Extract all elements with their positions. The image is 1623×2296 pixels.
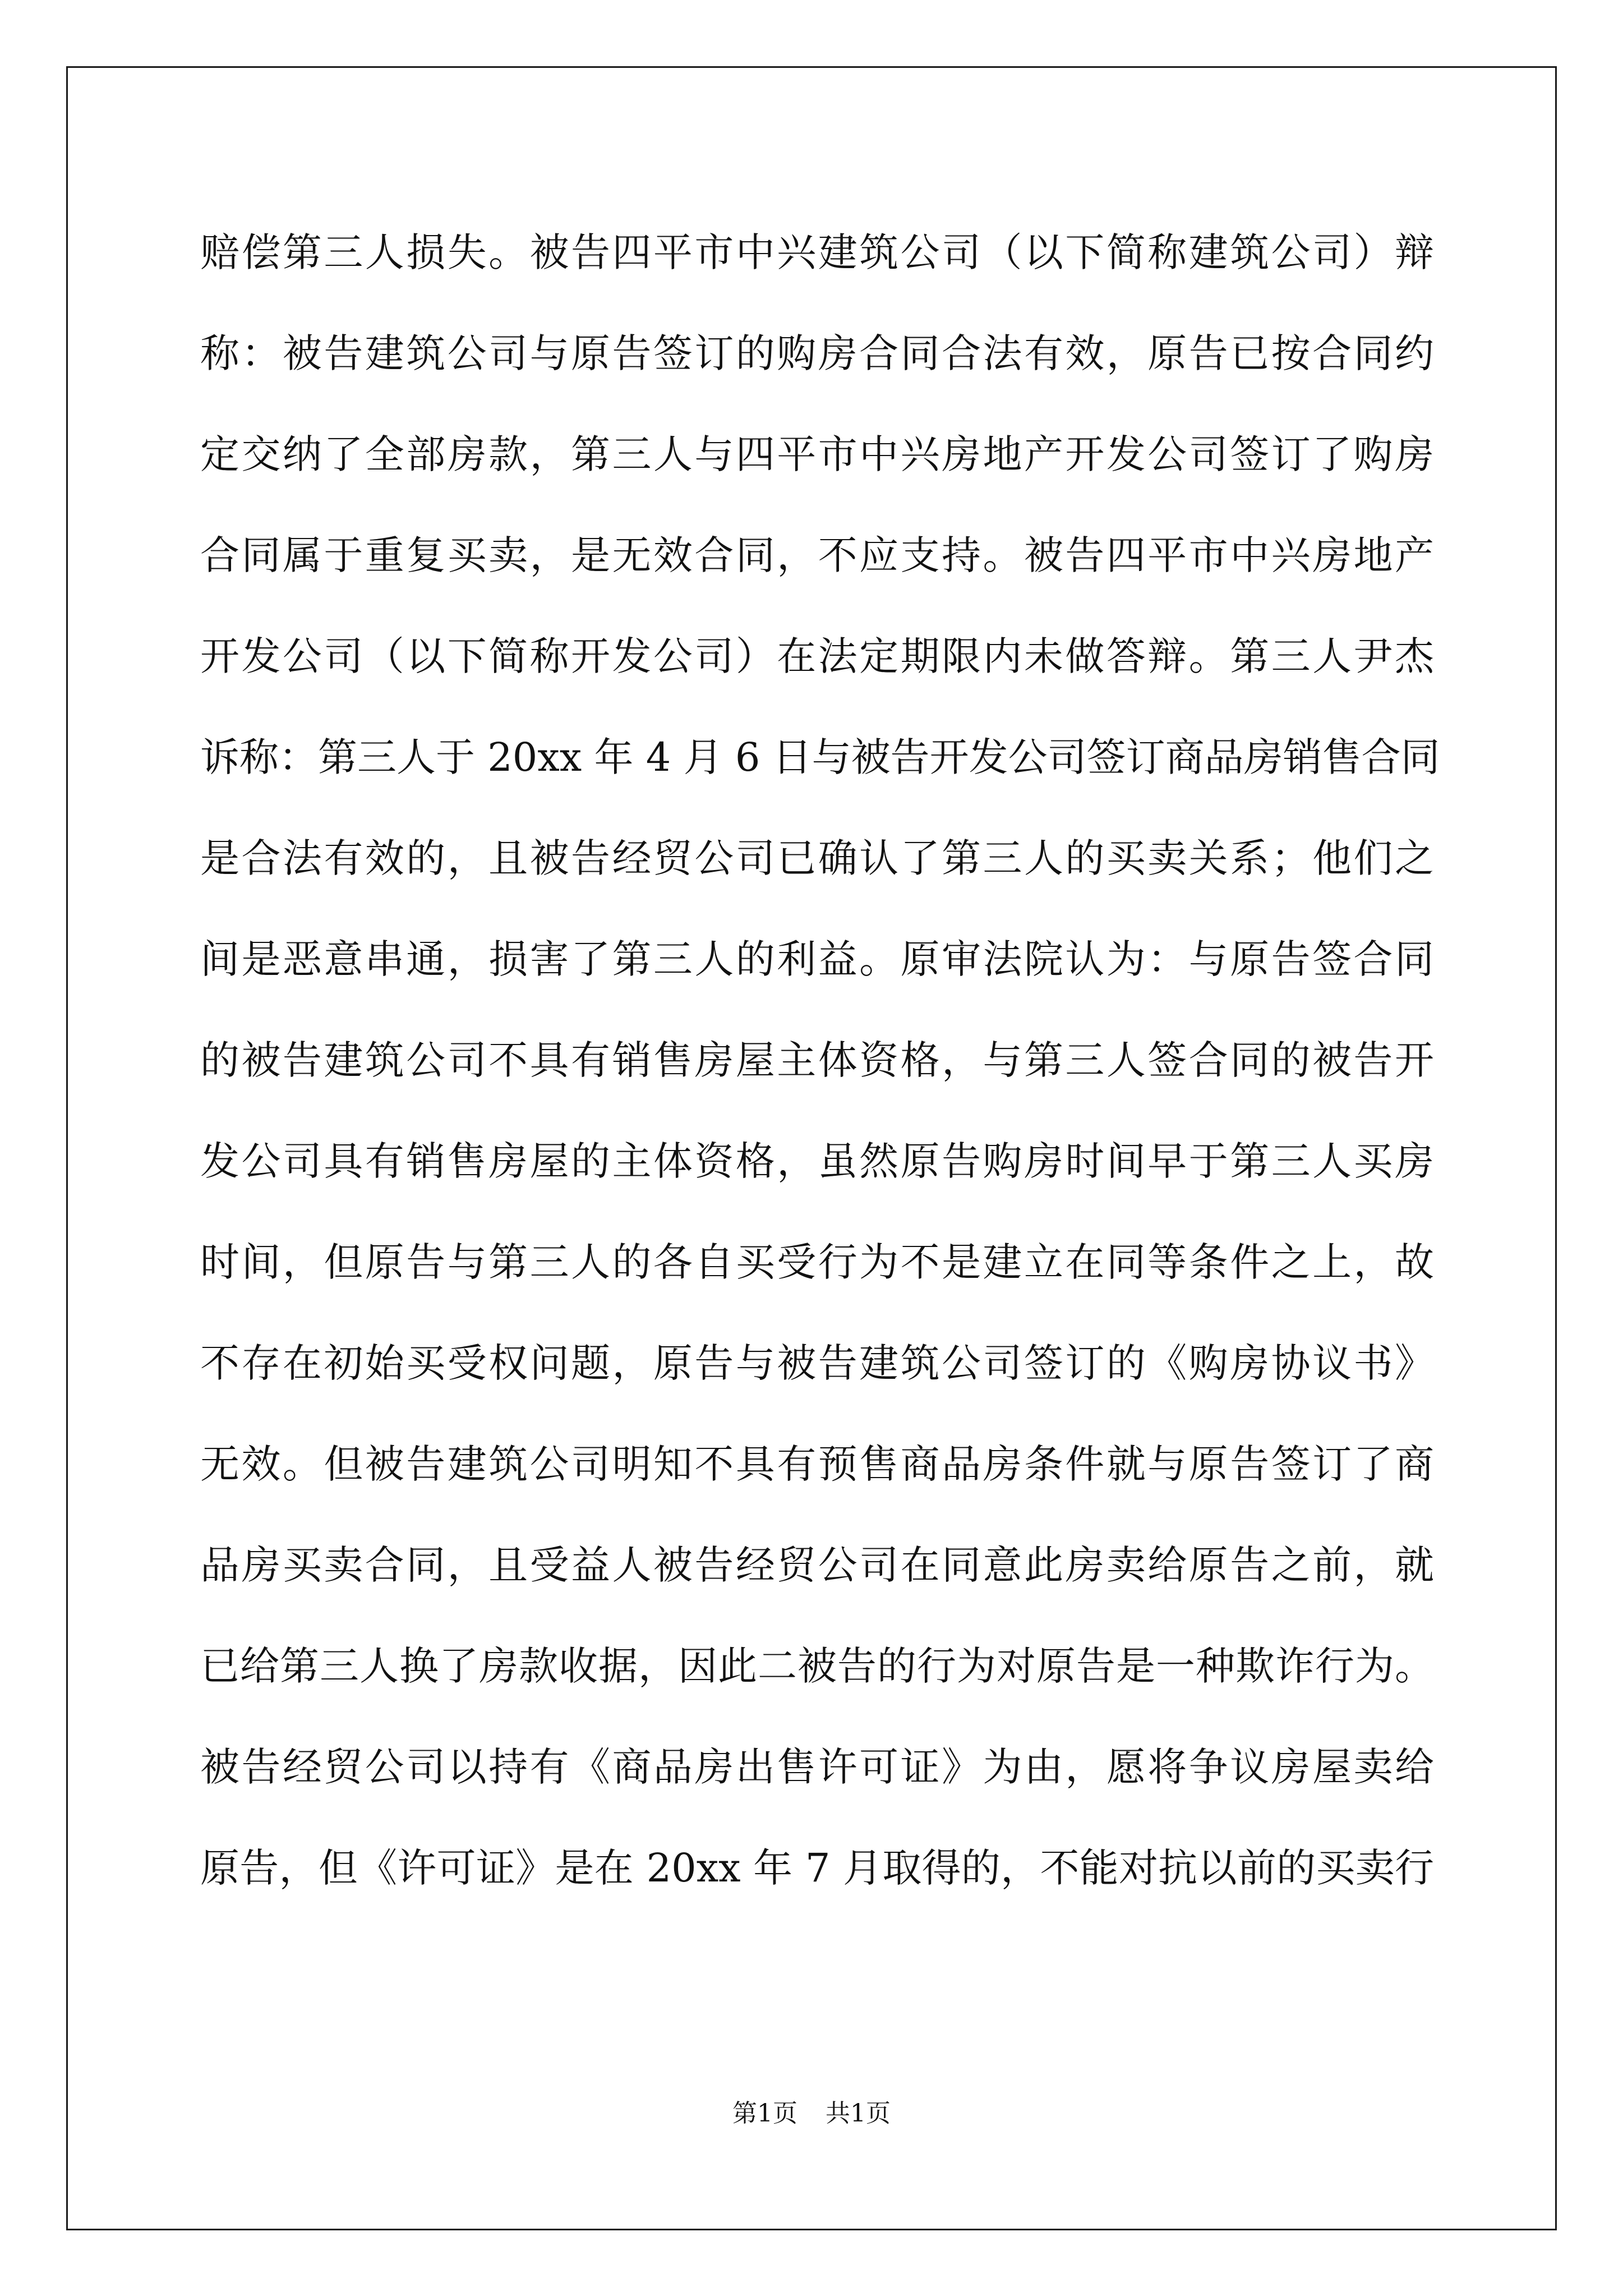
text-line: 间是恶意串通，损害了第三人的利益。原审法院认为：与原告签合同 <box>200 936 1434 982</box>
text-line: 称：被告建筑公司与原告签订的购房合同合法有效，原告已按合同约 <box>200 330 1434 376</box>
text-line: 无效。但被告建筑公司明知不具有预售商品房条件就与原告签订了商 <box>200 1441 1434 1487</box>
text-line: 不存在初始买受权问题，原告与被告建筑公司签订的《购房协议书》 <box>200 1340 1434 1386</box>
page-footer <box>0 2097 1623 2131</box>
text-line: 赔偿第三人损失。被告四平市中兴建筑公司（以下简称建筑公司）辩 <box>200 229 1434 275</box>
text-line: 是合法有效的，且被告经贸公司已确认了第三人的买卖关系；他们之 <box>200 835 1434 881</box>
text-line: 时间，但原告与第三人的各自买受行为不是建立在同等条件之上，故 <box>200 1239 1434 1285</box>
text-line: 合同属于重复买卖，是无效合同，不应支持。被告四平市中兴房地产 <box>200 532 1434 578</box>
page-number: 第1页 <box>732 2099 797 2128</box>
text-line: 已给第三人换了房款收据，因此二被告的行为对原告是一种欺诈行为。 <box>200 1643 1434 1689</box>
text-line: 诉称：第三人于 20xx 年 4 月 6 日与被告开发公司签订商品房销售合同 <box>200 734 1440 780</box>
page-total: 共1页 <box>826 2099 891 2128</box>
document-body <box>200 202 1440 1918</box>
text-line: 的被告建筑公司不具有销售房屋主体资格，与第三人签合同的被告开 <box>200 1037 1434 1083</box>
text-line: 被告经贸公司以持有《商品房出售许可证》为由，愿将争议房屋卖给 <box>200 1744 1434 1790</box>
text-line: 定交纳了全部房款，第三人与四平市中兴房地产开发公司签订了购房 <box>200 431 1434 477</box>
text-line: 原告，但《许可证》是在 20xx 年 7 月取得的，不能对抗以前的买卖行 <box>200 1845 1434 1891</box>
text-line: 发公司具有销售房屋的主体资格，虽然原告购房时间早于第三人买房 <box>200 1138 1434 1184</box>
text-line: 品房买卖合同，且受益人被告经贸公司在同意此房卖给原告之前，就 <box>200 1542 1434 1588</box>
text-line: 开发公司（以下简称开发公司）在法定期限内未做答辩。第三人尹杰 <box>200 633 1434 679</box>
